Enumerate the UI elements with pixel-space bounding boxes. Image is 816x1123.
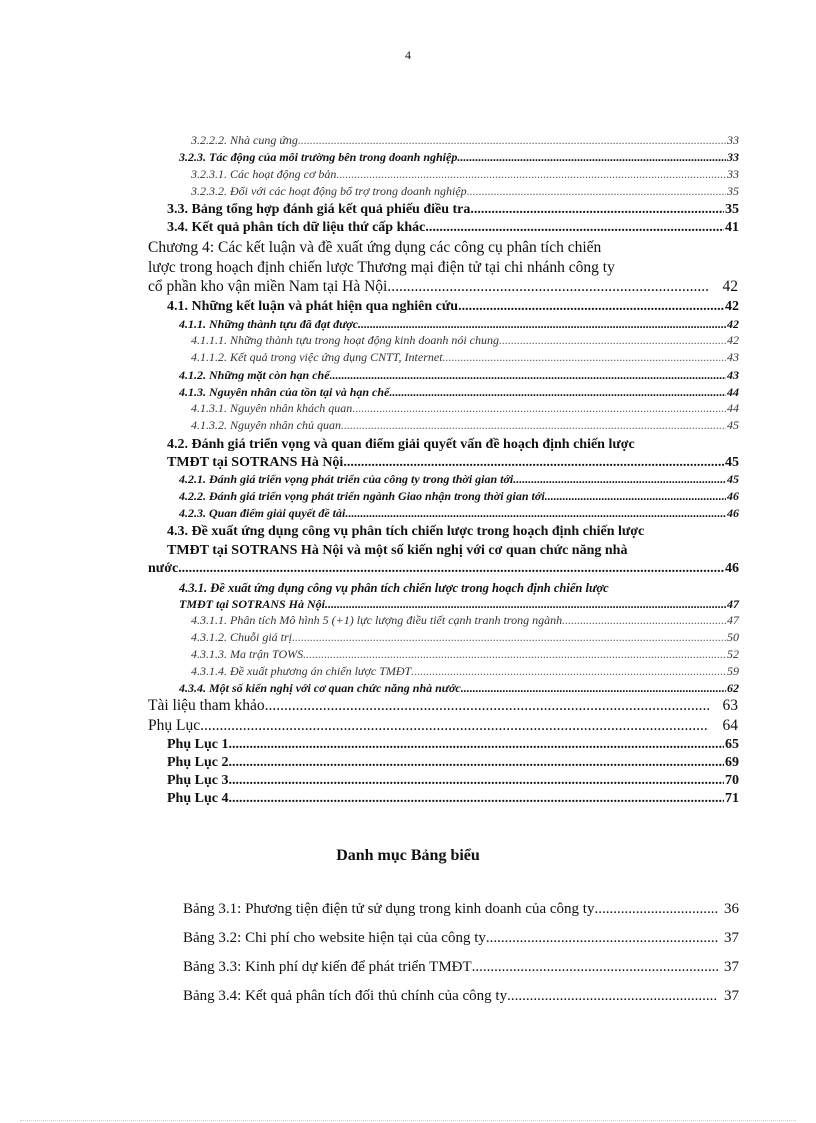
toc-entry-page: 33 — [727, 133, 739, 147]
toc-entry — [148, 561, 739, 577]
toc-entry — [179, 317, 739, 332]
toc-entry-title: Phụ Lục 4 — [167, 791, 229, 806]
toc-entry-page: 33 — [727, 150, 739, 164]
toc-entry — [179, 368, 739, 383]
toc-entry — [167, 773, 739, 789]
toc-entry — [167, 455, 739, 471]
toc-entry — [191, 401, 739, 416]
toc-entry — [148, 278, 738, 296]
toc-entry-title: 4.3.1.4. Đề xuất phương án chiến lược TMĐT — [191, 664, 412, 678]
table-entry-title: Bảng 3.4: Kết quả phân tích đối thủ chính của công ty — [183, 988, 508, 1004]
toc-entry-page: 35 — [727, 184, 739, 198]
toc-entry-title: 4.2.2. Đánh giá triển vọng phát triển ngành Giao nhận trong thời gian tới — [179, 489, 545, 503]
toc-entry-title: 4.1.1.1. Những thành tựu trong hoạt động kinh doanh nói chung — [191, 333, 499, 347]
toc-entry — [167, 791, 739, 807]
toc-entry-title: 4.2.3. Quan điểm giải quyết đề tài — [179, 506, 346, 520]
toc-entry-page: 45 — [727, 472, 739, 486]
toc-entry — [191, 350, 739, 365]
toc-entry-title: 4.3.4. Một số kiến nghị với cơ quan chức năng nhà nước — [179, 681, 461, 695]
table-list-entry — [183, 959, 739, 976]
toc-entry — [191, 630, 739, 645]
toc-entry-title: TMĐT tại SOTRANS Hà Nội — [179, 597, 326, 611]
toc-entry — [167, 220, 739, 236]
toc-entry-page: 44 — [727, 385, 739, 399]
toc-entry-title: 3.2.2.2. Nhà cung ứng — [191, 133, 298, 147]
toc-entry-page: 52 — [727, 647, 739, 661]
toc-entry-title: 4.1. Những kết luận và phát hiện qua nghiên cứu — [167, 299, 459, 314]
toc-entry-title: Phụ Lục 1 — [167, 737, 229, 752]
toc-entry-page: 42 — [725, 299, 739, 314]
toc-entry — [191, 167, 739, 182]
toc-entry-title: 4.1.3.2. Nguyên nhân chủ quan — [191, 418, 341, 432]
toc-entry-title: 3.2.3.1. Các hoạt động cơ bản — [191, 167, 337, 181]
toc-entry-title: cổ phần kho vận miền Nam tại Hà Nội — [148, 278, 388, 295]
toc-entry-title: 4.3.1.2. Chuỗi giá trị — [191, 630, 293, 644]
toc-entry-page: 65 — [725, 737, 739, 752]
page-bottom-divider — [20, 1120, 796, 1121]
toc-entry — [148, 697, 738, 715]
toc-entry-page: 42 — [727, 333, 739, 347]
toc-entry-title: 4.1.3. Nguyên nhân của tồn tại và hạn chế — [179, 385, 390, 399]
toc-entry-page: 43 — [727, 350, 739, 364]
toc-entry-line: 4.3.1. Đề xuất ứng dụng công vụ phân tích chiến lược trong hoạch định chiến lược — [179, 581, 609, 595]
table-entry-page: 36 — [724, 901, 739, 917]
toc-entry-page: 35 — [725, 202, 739, 217]
toc-entry-page: 64 — [722, 717, 738, 734]
toc-entry-page: 70 — [725, 773, 739, 788]
toc-entry — [179, 489, 739, 504]
chapter-title-line: lược trong hoạch định chiến lược Thương mại điện tử tại chi nhánh công ty — [148, 259, 615, 276]
toc-entry — [191, 664, 739, 679]
toc-entry-title: Phụ Lục 2 — [167, 755, 229, 770]
toc-entry-page: 45 — [727, 418, 739, 432]
toc-entry — [179, 472, 739, 487]
page-number: 4 — [405, 48, 411, 62]
toc-entry — [179, 506, 739, 521]
toc-entry — [148, 717, 738, 735]
toc-entry — [167, 202, 739, 218]
chapter-title-line: Chương 4: Các kết luận và đề xuất ứng dụng các công cụ phân tích chiến — [148, 239, 602, 256]
toc-entry-page: 50 — [727, 630, 739, 644]
toc-entry-page: 47 — [727, 613, 739, 627]
toc-entry — [167, 737, 739, 753]
toc-entry-page: 41 — [725, 220, 739, 235]
toc-entry-title: 3.2.3. Tác động của môi trường bên trong doanh nghiệp — [179, 150, 458, 164]
toc-entry-page: 47 — [727, 597, 739, 611]
toc-entry — [179, 681, 739, 696]
toc-entry — [179, 597, 739, 612]
toc-entry-page: 33 — [727, 167, 739, 181]
table-list-entry — [183, 930, 739, 947]
toc-entry-title: 4.2.1. Đánh giá triển vọng phát triển của công ty trong thời gian tới — [179, 472, 514, 486]
toc-entry-title: Tài liệu tham khảo — [148, 697, 265, 714]
toc-entry — [191, 613, 739, 628]
toc-entry-page: 62 — [727, 681, 739, 695]
toc-entry-title: 4.3.1.3. Ma trận TOWS — [191, 647, 304, 661]
toc-entry-page: 63 — [722, 697, 738, 714]
toc-entry — [167, 755, 739, 771]
toc-entry-page: 43 — [727, 368, 739, 382]
toc-entry-line: 4.2. Đánh giá triển vọng và quan điểm giải quyết vấn đề hoạch định chiến lược — [167, 437, 635, 452]
toc-entry-title: 3.3. Bảng tổng hợp đánh giá kết quả phiếu điều tra — [167, 202, 471, 217]
toc-entry-title: 3.4. Kết quả phân tích dữ liệu thứ cấp khác — [167, 220, 426, 235]
toc-entry-page: 44 — [727, 401, 739, 415]
toc-entry-title: nước — [148, 561, 179, 576]
toc-entry — [167, 299, 739, 315]
tables-list-title: Danh mục Bảng biểu — [336, 847, 480, 864]
table-entry-page: 37 — [724, 988, 739, 1004]
toc-entry-page: 45 — [725, 455, 739, 470]
toc-entry-line: 4.3. Đề xuất ứng dụng công vụ phân tích chiến lược trong hoạch định chiến lược — [167, 524, 645, 539]
toc-entry-page: 59 — [727, 664, 739, 678]
toc-entry — [179, 385, 739, 400]
table-entry-title: Bảng 3.2: Chi phí cho website hiện tại của công ty — [183, 930, 486, 946]
toc-entry-title: TMĐT tại SOTRANS Hà Nội — [167, 455, 344, 470]
table-entry-page: 37 — [724, 930, 739, 946]
table-entry-title: Bảng 3.3: Kinh phí dự kiến để phát triển TMĐT — [183, 959, 472, 975]
table-entry-page: 37 — [724, 959, 739, 975]
table-list-entry — [183, 901, 739, 918]
toc-entry-title: 4.1.2. Những mặt còn hạn chế — [179, 368, 330, 382]
toc-entry-line: TMĐT tại SOTRANS Hà Nội và một số kiến nghị với cơ quan chức năng nhà — [167, 543, 628, 558]
toc-entry-page: 46 — [727, 489, 739, 503]
toc-entry-title: 4.1.1.2. Kết quả trong việc ứng dụng CNTT, Internet — [191, 350, 443, 364]
toc-entry — [179, 150, 739, 165]
toc-entry-page: 42 — [727, 317, 739, 331]
toc-entry-page: 71 — [725, 791, 739, 806]
toc-entry — [191, 133, 739, 148]
toc-entry — [191, 418, 739, 433]
toc-entry-title: 4.1.3.1. Nguyên nhân khách quan — [191, 401, 353, 415]
toc-entry-title: 4.3.1.1. Phân tích Mô hình 5 (+1) lực lượng điều tiết cạnh tranh trong ngành — [191, 613, 563, 627]
toc-entry — [191, 333, 739, 348]
toc-entry-page: 69 — [725, 755, 739, 770]
table-list-entry — [183, 988, 739, 1005]
toc-entry-page: 46 — [727, 506, 739, 520]
toc-entry — [191, 184, 739, 199]
toc-entry — [191, 647, 739, 662]
toc-entry-title: 3.2.3.2. Đối với các hoạt động bổ trợ trong doanh nghiệp — [191, 184, 467, 198]
toc-entry-title: Phụ Lục — [148, 717, 201, 734]
table-entry-title: Bảng 3.1: Phương tiện điện tử sử dụng trong kinh doanh của công ty — [183, 901, 595, 917]
toc-entry-title: Phụ Lục 3 — [167, 773, 229, 788]
toc-entry-title: 4.1.1. Những thành tựu đã đạt được — [179, 317, 359, 331]
toc-entry-page: 46 — [725, 561, 739, 576]
toc-entry-page: 42 — [722, 278, 738, 295]
